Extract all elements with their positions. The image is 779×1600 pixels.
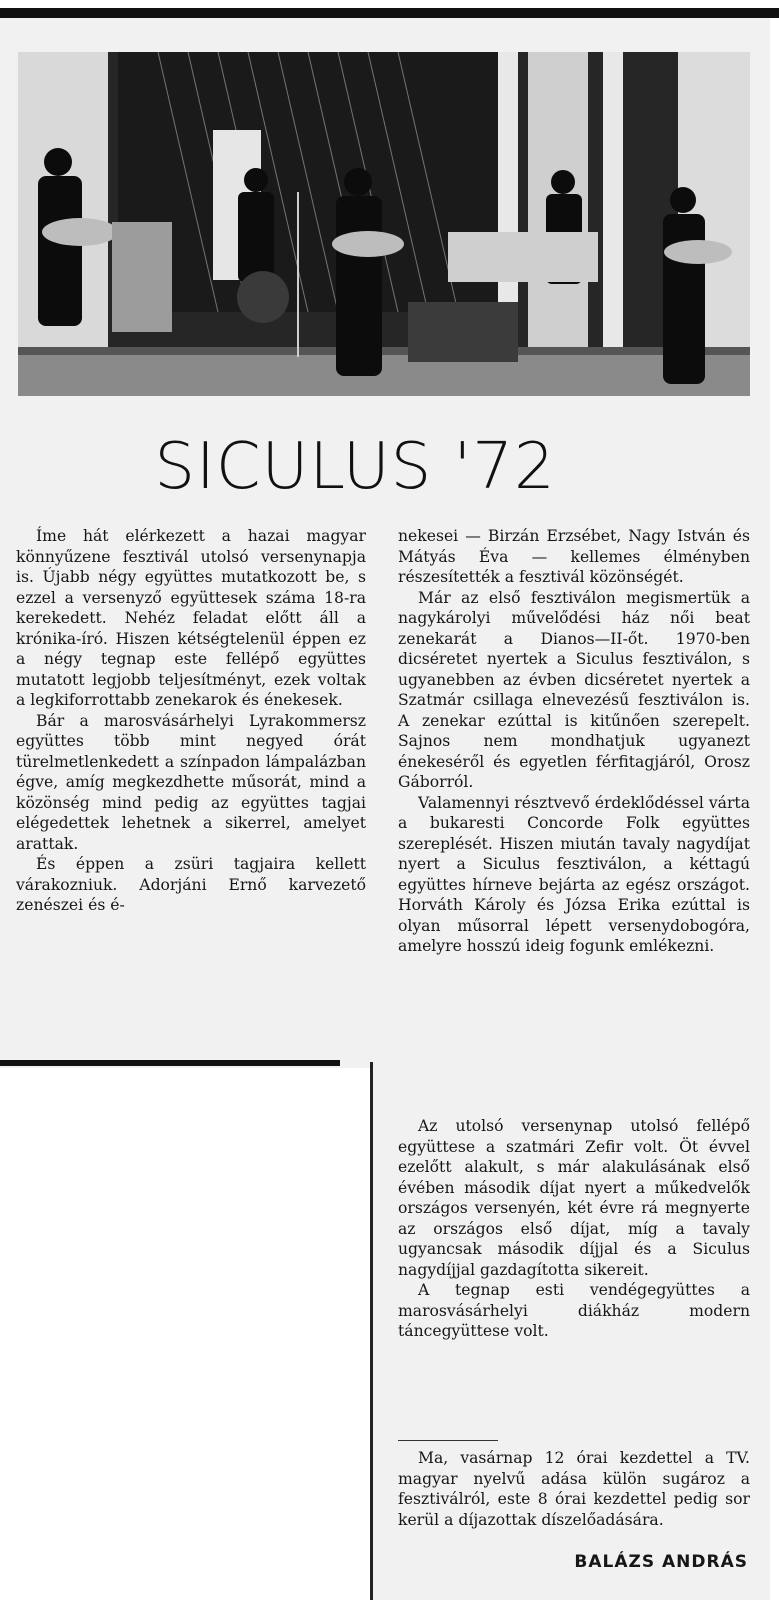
- paragraph: A tegnap esti vendégegyüttes a marosvásárhelyi diákház modern táncegyüttese volt.: [398, 1281, 750, 1340]
- paragraph: Bár a marosvásárhelyi Lyrakommersz együttes több mint negyed órát türelmetlenkedett a színpadon lámpalázban égve, amíg megkezdhette műsorát, mind a közönség mind pedig az együttes tagjai elégedettek lehetnek a sikerrel, amelyet arattak.: [16, 711, 366, 853]
- author-byline: BALÁZS ANDRÁS: [574, 1552, 748, 1572]
- column-rule: [370, 1062, 373, 1600]
- paragraph: Ma, vasárnap 12 órai kezdettel a TV. magyar nyelvű adása külön sugároz a fesztiválról, este 8 órai kezdettel pedig sor kerül a díjazottak díszelőadására.: [398, 1449, 750, 1529]
- top-rule: [0, 8, 779, 18]
- paragraph: Valamennyi résztvevő érdeklődéssel várta a bukaresti Concorde Folk együttes szereplését. Hiszen miután tavaly nagydíjat nyert a Siculus fesztiválon, a kéttagú együttes hírneve bejárta az egész országot. Horváth Károly és Józsa Erika ezúttal is olyan műsorral lépett versenydobogóra, amelyre hosszú ideig fogunk emlékezni.: [398, 793, 750, 955]
- section-rule: [0, 1060, 340, 1066]
- band-photo-graphic: [18, 52, 750, 396]
- article-column-right-bottom: [398, 1116, 750, 1342]
- article-headline: SICULUS '72: [154, 430, 556, 504]
- paragraph: És éppen a zsüri tagjaira kellett várakozniuk. Adorjáni Ernő karvezető zenészei és é-: [16, 855, 366, 914]
- paragraph: Íme hát elérkezett a hazai magyar könnyűzene fesztivál utolsó versenynapja is. Újabb négy együttes mutatkozott be, s ezzel a versenyző együttesek száma 18-ra kerekedett. Nehéz feladat előtt áll a krónika-író. Hiszen kétségtelenül éppen ez a négy tegnap este fellépő együttes mutatott legjobb teljesítményt, ezek voltak a legkiforrottabb zenekarok és énekesek.: [16, 527, 366, 709]
- paragraph: nekesei — Birzán Erzsébet, Nagy István és Mátyás Éva — kellemes élményben részesítették a fesztivál közönségét.: [398, 527, 750, 586]
- article-column-right-top: [398, 526, 750, 957]
- article-column-left: [16, 526, 366, 916]
- paragraph: Az utolsó versenynap utolsó fellépő együttese a szatmári Zefir volt. Öt évvel ezelőtt alakult, s már alakulásának első évében második díjat nyert a műkedvelők országos versenyén, két évre rá megnyerte az országos első díjat, míg a tavaly ugyancsak második díjjal és a Siculus nagydíjjal gazdagította sikereit.: [398, 1117, 750, 1279]
- paragraph: Már az első fesztiválon megismertük a nagykárolyi művelődési ház női beat zenekarát a Dianos—II-őt. 1970-ben dicséretet nyertek a Siculus fesztiválon, s ugyanebben az évben dicséretet nyertek a Szatmár csillaga elnevezésű fesztiválon is. A zenekar ezúttal is kitűnően szerepelt. Sajnos nem mondhatjuk ugyanezt énekeséről és egyetlen férfitagjáról, Orosz Gáborról.: [398, 588, 750, 791]
- note-divider: [398, 1440, 498, 1441]
- broadcast-note: [398, 1448, 750, 1530]
- band-photo: [18, 52, 750, 396]
